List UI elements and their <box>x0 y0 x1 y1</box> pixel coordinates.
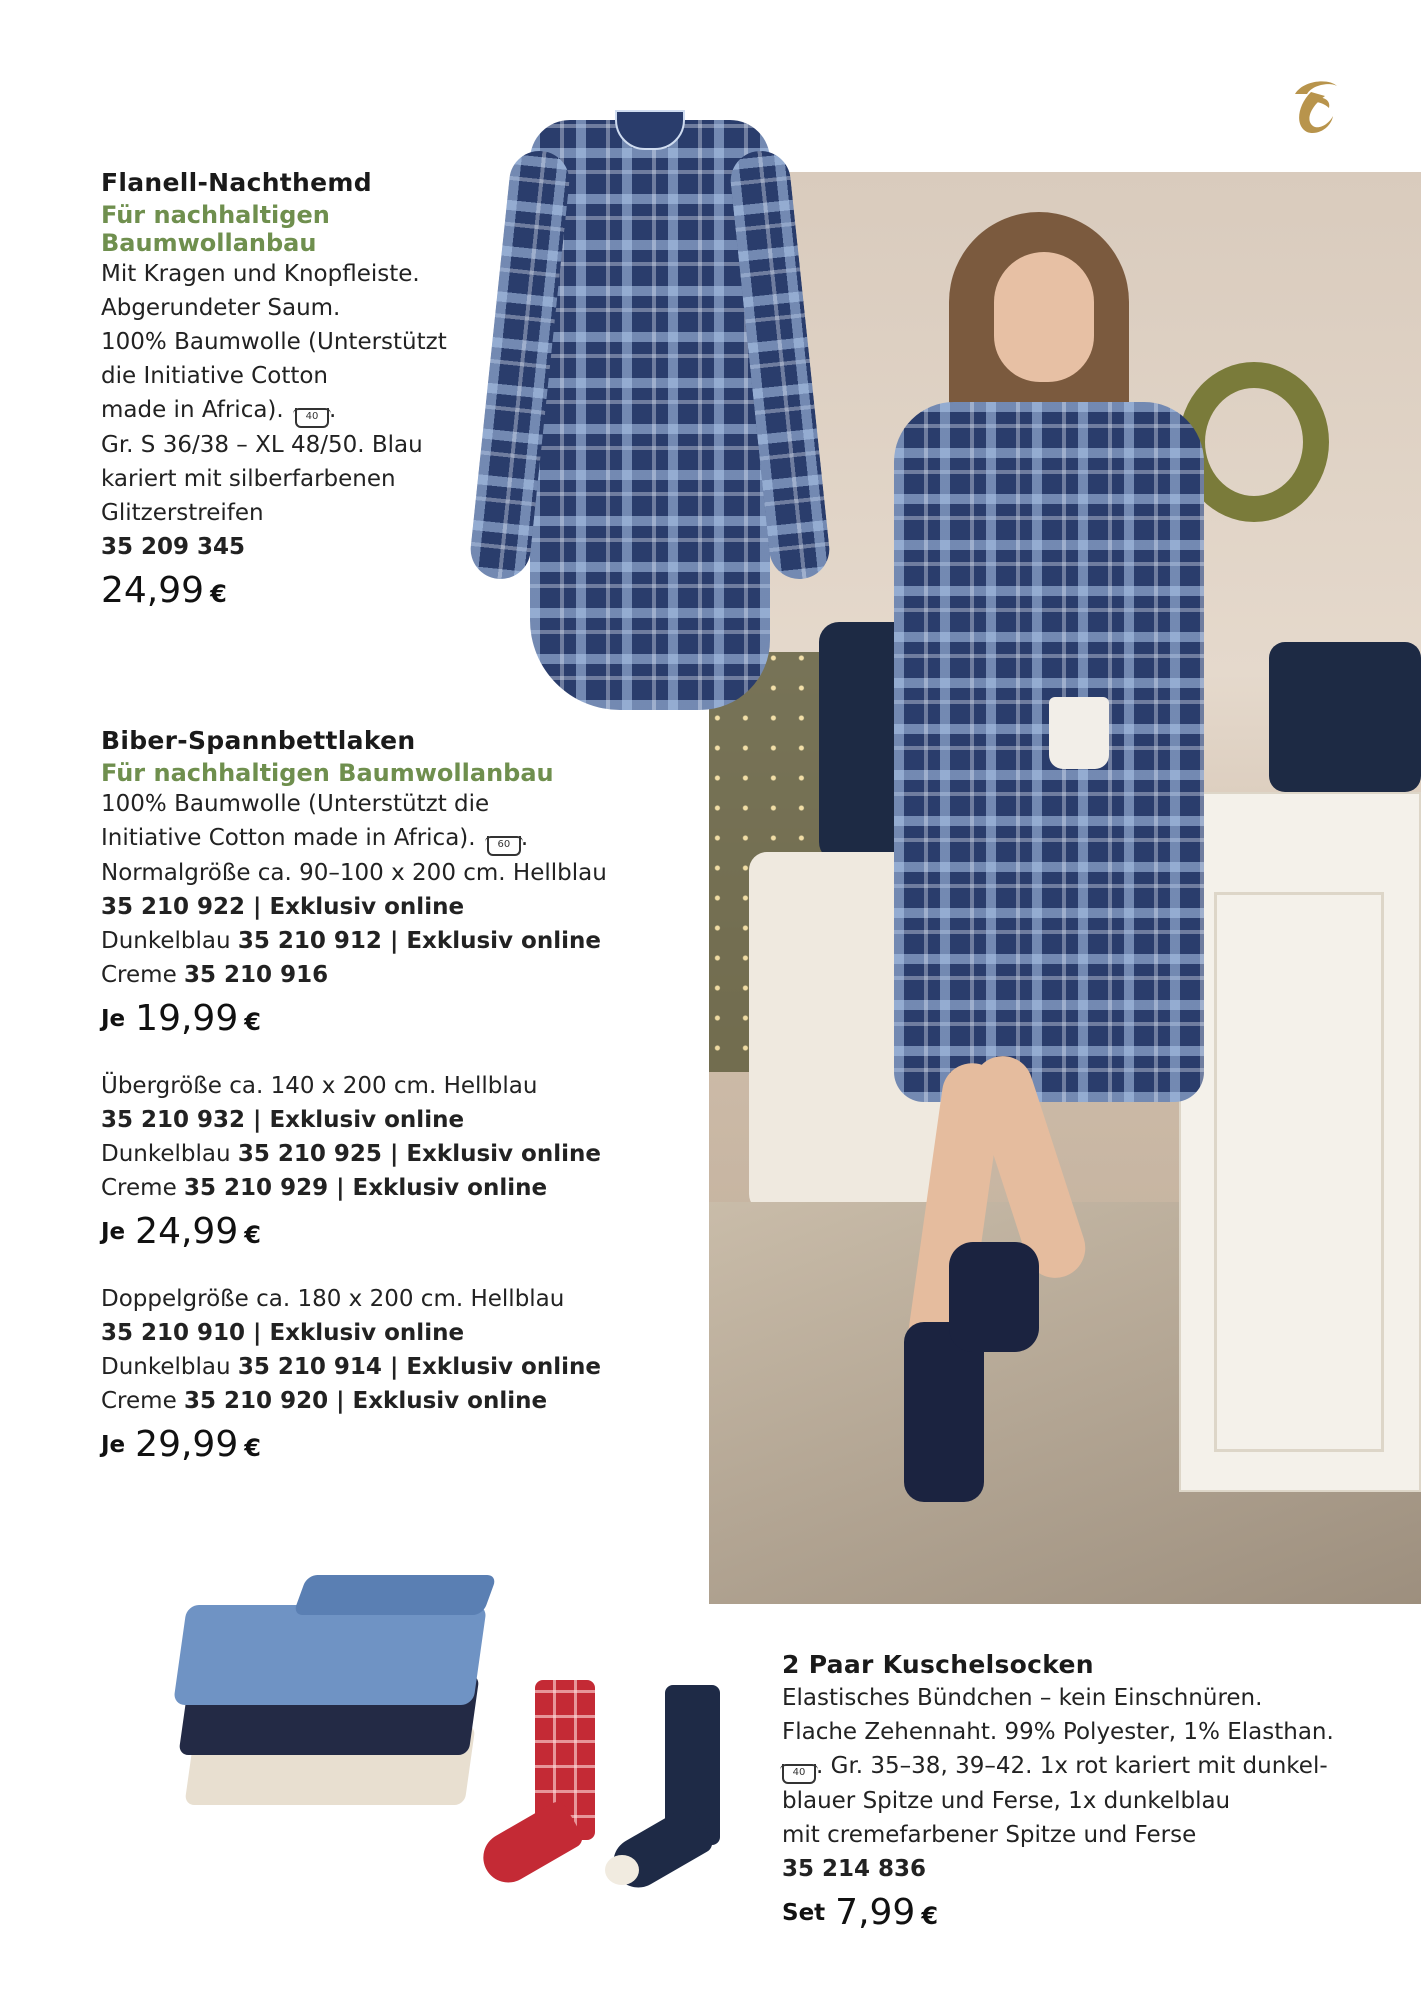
sheet-hellblau <box>173 1605 487 1705</box>
socks-line: Flache Zehennaht. 99% Polyester, 1% Elasthan. <box>782 1719 1334 1745</box>
socks-care-line <box>782 1749 1402 1784</box>
lifestyle-photo <box>709 172 1421 1604</box>
wash-60-icon: 60 <box>487 836 521 856</box>
article-dunkelblau-row <box>101 924 701 958</box>
socks-line: Elastisches Bündchen – kein Einschnüren. <box>782 1685 1263 1711</box>
price-row <box>101 1424 701 1465</box>
currency: € <box>244 1221 261 1249</box>
socks-article: 35 214 836 <box>782 1856 927 1882</box>
nightshirt-product-image <box>490 100 810 710</box>
sheet-care-text: Initiative Cotton made in Africa). <box>101 825 476 851</box>
article-dunkelblau: 35 210 914 | Exklusiv online <box>237 1354 601 1380</box>
sheet-care-line <box>101 821 701 856</box>
nightshirt-line: Gr. S 36/38 – XL 48/50. Blau <box>101 432 423 458</box>
nightshirt-line: die Initiative Cotton <box>101 363 329 389</box>
tchibo-logo <box>1285 72 1345 138</box>
sheet-line: 100% Baumwolle (Unterstützt die <box>101 791 490 817</box>
nightshirt-line: Abgerundeter Saum. <box>101 295 341 321</box>
wash-40-icon: 40 <box>295 408 329 428</box>
nightshirt-line: 100% Baumwolle (Unterstützt <box>101 329 447 355</box>
sheet-hellblau-top <box>293 1575 498 1615</box>
currency: € <box>210 580 227 608</box>
socks-price-row <box>782 1892 1402 1933</box>
color-label: Dunkelblau <box>101 928 231 954</box>
article-creme-row <box>101 958 701 992</box>
article-dunkelblau-row <box>101 1137 701 1171</box>
sheet-double-group <box>101 1282 701 1465</box>
color-label: Creme <box>101 1175 177 1201</box>
color-label: Dunkelblau <box>101 1141 231 1167</box>
color-label: Creme <box>101 962 177 988</box>
article-creme-row <box>101 1171 701 1205</box>
currency: € <box>244 1434 261 1462</box>
article-hellblau: 35 210 922 | Exklusiv online <box>101 894 465 920</box>
sheet-title: Biber-Spannbettlaken <box>101 726 416 755</box>
size-line: Übergröße ca. 140 x 200 cm. Hellblau <box>101 1073 538 1099</box>
article-dunkelblau: 35 210 912 | Exklusiv online <box>237 928 601 954</box>
socks-line: blauer Spitze und Ferse, 1x dunkelblau <box>782 1788 1231 1814</box>
socks-line: mit cremefarbener Spitze und Ferse <box>782 1822 1197 1848</box>
nightshirt-line: Mit Kragen und Knopfleiste. <box>101 261 420 287</box>
pillow-right <box>1269 642 1421 792</box>
size-line: Normalgröße ca. 90–100 x 200 cm. Hellblau <box>101 860 607 886</box>
model-sock-right <box>949 1242 1039 1352</box>
sheet-normal-group <box>101 856 701 1039</box>
article-hellblau: 35 210 910 | Exklusiv online <box>101 1320 465 1346</box>
price: 24,99 <box>135 1211 239 1252</box>
nightshirt-subtitle-2: Baumwollanbau <box>101 229 317 257</box>
sheet-subtitle: Für nachhaltigen Baumwollanbau <box>101 759 554 787</box>
socks-product-image <box>475 1680 745 1910</box>
currency: € <box>921 1902 939 1930</box>
nightshirt-price: 24,99 <box>101 570 205 611</box>
nightshirt-price-row <box>101 570 501 611</box>
article-creme: 35 210 929 | Exklusiv online <box>184 1175 548 1201</box>
size-line: Doppelgröße ca. 180 x 200 cm. Hellblau <box>101 1286 565 1312</box>
sock-blue-toe <box>605 1855 639 1885</box>
price: 29,99 <box>135 1424 239 1465</box>
sock-red-foot <box>474 1798 586 1891</box>
socks-title: 2 Paar Kuschelsocken <box>782 1650 1094 1679</box>
socks-info <box>782 1650 1402 1933</box>
nightshirt-title: Flanell-Nachthemd <box>101 168 372 197</box>
article-dunkelblau: 35 210 925 | Exklusiv online <box>237 1141 601 1167</box>
sheet-info <box>101 726 701 1465</box>
nightshirt-line: Glitzerstreifen <box>101 500 264 526</box>
article-creme: 35 210 920 | Exklusiv online <box>184 1388 548 1414</box>
nightshirt-subtitle: Für nachhaltigen <box>101 201 330 229</box>
je-label: Je <box>101 1219 126 1245</box>
price-row <box>101 1211 701 1252</box>
article-creme-row <box>101 1384 701 1418</box>
socks-price: 7,99 <box>835 1892 916 1933</box>
set-label: Set <box>782 1900 826 1926</box>
sheet-care-dot: . <box>520 825 529 851</box>
nightshirt-line: kariert mit silberfarbenen <box>101 466 396 492</box>
nightshirt-care-line <box>101 393 501 428</box>
color-label: Creme <box>101 1388 177 1414</box>
article-dunkelblau-row <box>101 1350 701 1384</box>
sheets-product-image <box>180 1575 500 1835</box>
je-label: Je <box>101 1432 126 1458</box>
sheet-over-group <box>101 1069 701 1252</box>
mug <box>1049 697 1109 769</box>
model-face <box>994 252 1094 382</box>
article-creme: 35 210 916 <box>184 962 329 988</box>
nightshirt-article: 35 209 345 <box>101 534 246 560</box>
currency: € <box>244 1008 261 1036</box>
footboard-panel <box>1214 892 1384 1452</box>
price-row <box>101 998 701 1039</box>
socks-line-3: . Gr. 35–38, 39–42. 1x rot kariert mit dunkel- <box>816 1753 1328 1779</box>
nightshirt-care-text: made in Africa). <box>101 397 284 423</box>
color-label: Dunkelblau <box>101 1354 231 1380</box>
price: 19,99 <box>135 998 239 1039</box>
je-label: Je <box>101 1006 126 1032</box>
nightshirt-info <box>101 168 501 611</box>
nightshirt-care-dot: . <box>329 397 337 423</box>
article-hellblau: 35 210 932 | Exklusiv online <box>101 1107 465 1133</box>
wash-40-icon: 40 <box>782 1764 816 1784</box>
